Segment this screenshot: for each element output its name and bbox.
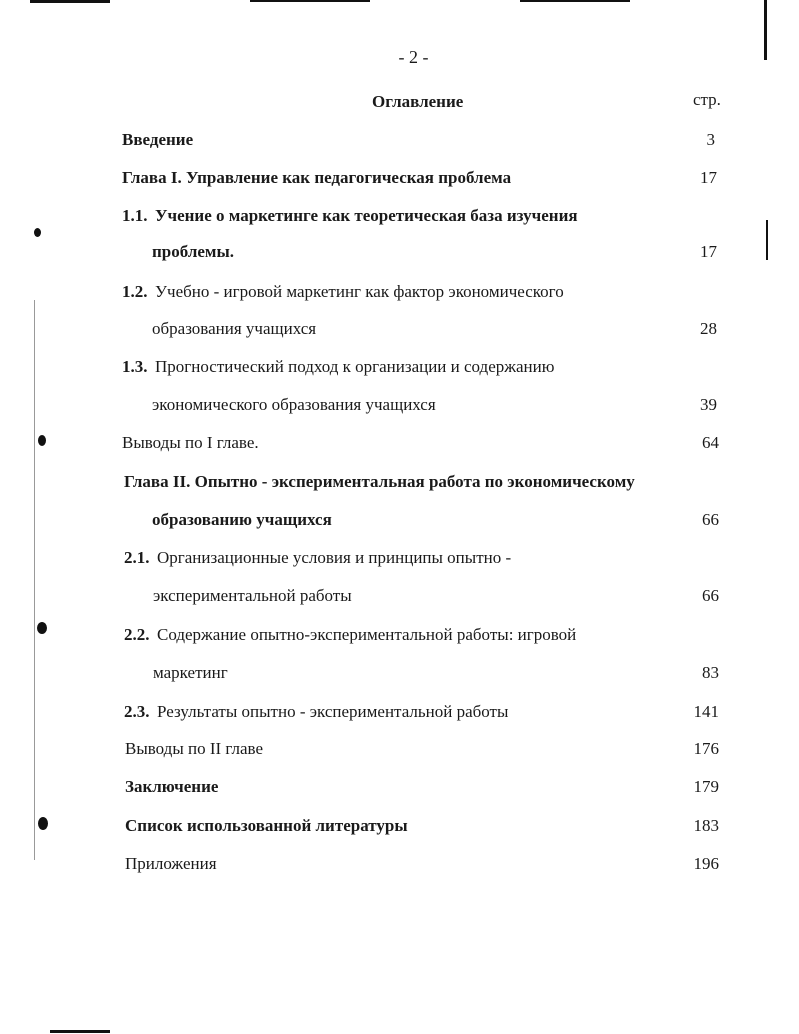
toc-entry-title: Организационные условия и принципы опытно -	[157, 548, 512, 567]
toc-entry-number: 1.1.	[122, 206, 148, 225]
toc-entry-page: 83	[702, 663, 719, 682]
toc-entry-title: Прогностический подход к организации и содержанию	[155, 357, 555, 376]
toc-entry-page: 196	[693, 854, 719, 873]
toc-entry-title: Глава II. Опытно - экспериментальная работа по экономическому	[124, 472, 635, 491]
toc-entry-page: 66	[702, 586, 719, 605]
toc-entry-title: Приложения	[125, 854, 217, 873]
toc-entry-page: 64	[702, 433, 719, 452]
binding-hole-mark	[38, 435, 46, 446]
toc-entry-page: 39	[700, 395, 717, 414]
page-number: - 2 -	[398, 47, 429, 67]
toc-entry-page: 179	[693, 777, 719, 796]
toc-entry-title: Учение о маркетинге как теоретическая база изучения	[155, 206, 578, 225]
scan-edge-top	[30, 0, 110, 3]
scan-edge-right-2	[766, 220, 768, 260]
toc-entry-title: Выводы по II главе	[125, 739, 264, 758]
scan-edge-top-2	[250, 0, 370, 2]
toc-entry-title: Содержание опытно-экспериментальной работы: игровой	[157, 625, 577, 644]
toc-entry-number: 2.1.	[124, 548, 150, 567]
toc-entry-page: 17	[700, 168, 717, 187]
toc-entry-page: 141	[693, 702, 719, 721]
toc-entry-page: 176	[693, 739, 719, 758]
toc-entry-title: Глава I. Управление как педагогическая проблема	[122, 168, 512, 187]
page-column-label: стр.	[693, 90, 721, 109]
binding-hole-mark	[37, 622, 47, 634]
toc-entry-number: 1.2.	[122, 282, 148, 301]
toc-entry-title: Выводы по I главе.	[122, 433, 259, 452]
toc-entry-title-cont: маркетинг	[153, 663, 228, 682]
toc-entry-page: 17	[700, 242, 717, 261]
toc-entry-page: 28	[700, 319, 717, 338]
toc-entry-page: 183	[693, 816, 719, 835]
toc-entry-title: Заключение	[125, 777, 219, 796]
scan-edge-top-3	[520, 0, 630, 2]
toc-entry-title-cont: экономического образования учащихся	[152, 395, 436, 414]
toc-title: Оглавление	[372, 92, 464, 111]
toc-entry-title-cont: образования учащихся	[152, 319, 317, 338]
toc-entry-title: Учебно - игровой маркетинг как фактор экономического	[155, 282, 564, 301]
toc-entry-title: Результаты опытно - экспериментальной работы	[157, 702, 509, 721]
toc-entry-title-cont: проблемы.	[152, 242, 235, 261]
binding-hole-mark	[34, 228, 41, 237]
binding-hole-mark	[38, 817, 48, 830]
toc-entry-page: 66	[702, 510, 719, 529]
scan-edge-left	[34, 300, 35, 860]
toc-entry-page: 3	[706, 130, 715, 149]
toc-entry-number: 2.3.	[124, 702, 150, 721]
scan-edge-bottom	[50, 1030, 110, 1033]
toc-entry-title-cont: образованию учащихся	[152, 510, 332, 529]
toc-entry-title-cont: экспериментальной работы	[153, 586, 352, 605]
toc-entry-number: 1.3.	[122, 357, 148, 376]
toc-entry-title: Введение	[122, 130, 194, 149]
toc-entry-number: 2.2.	[124, 625, 150, 644]
toc-entry-title: Список использованной литературы	[125, 816, 408, 835]
